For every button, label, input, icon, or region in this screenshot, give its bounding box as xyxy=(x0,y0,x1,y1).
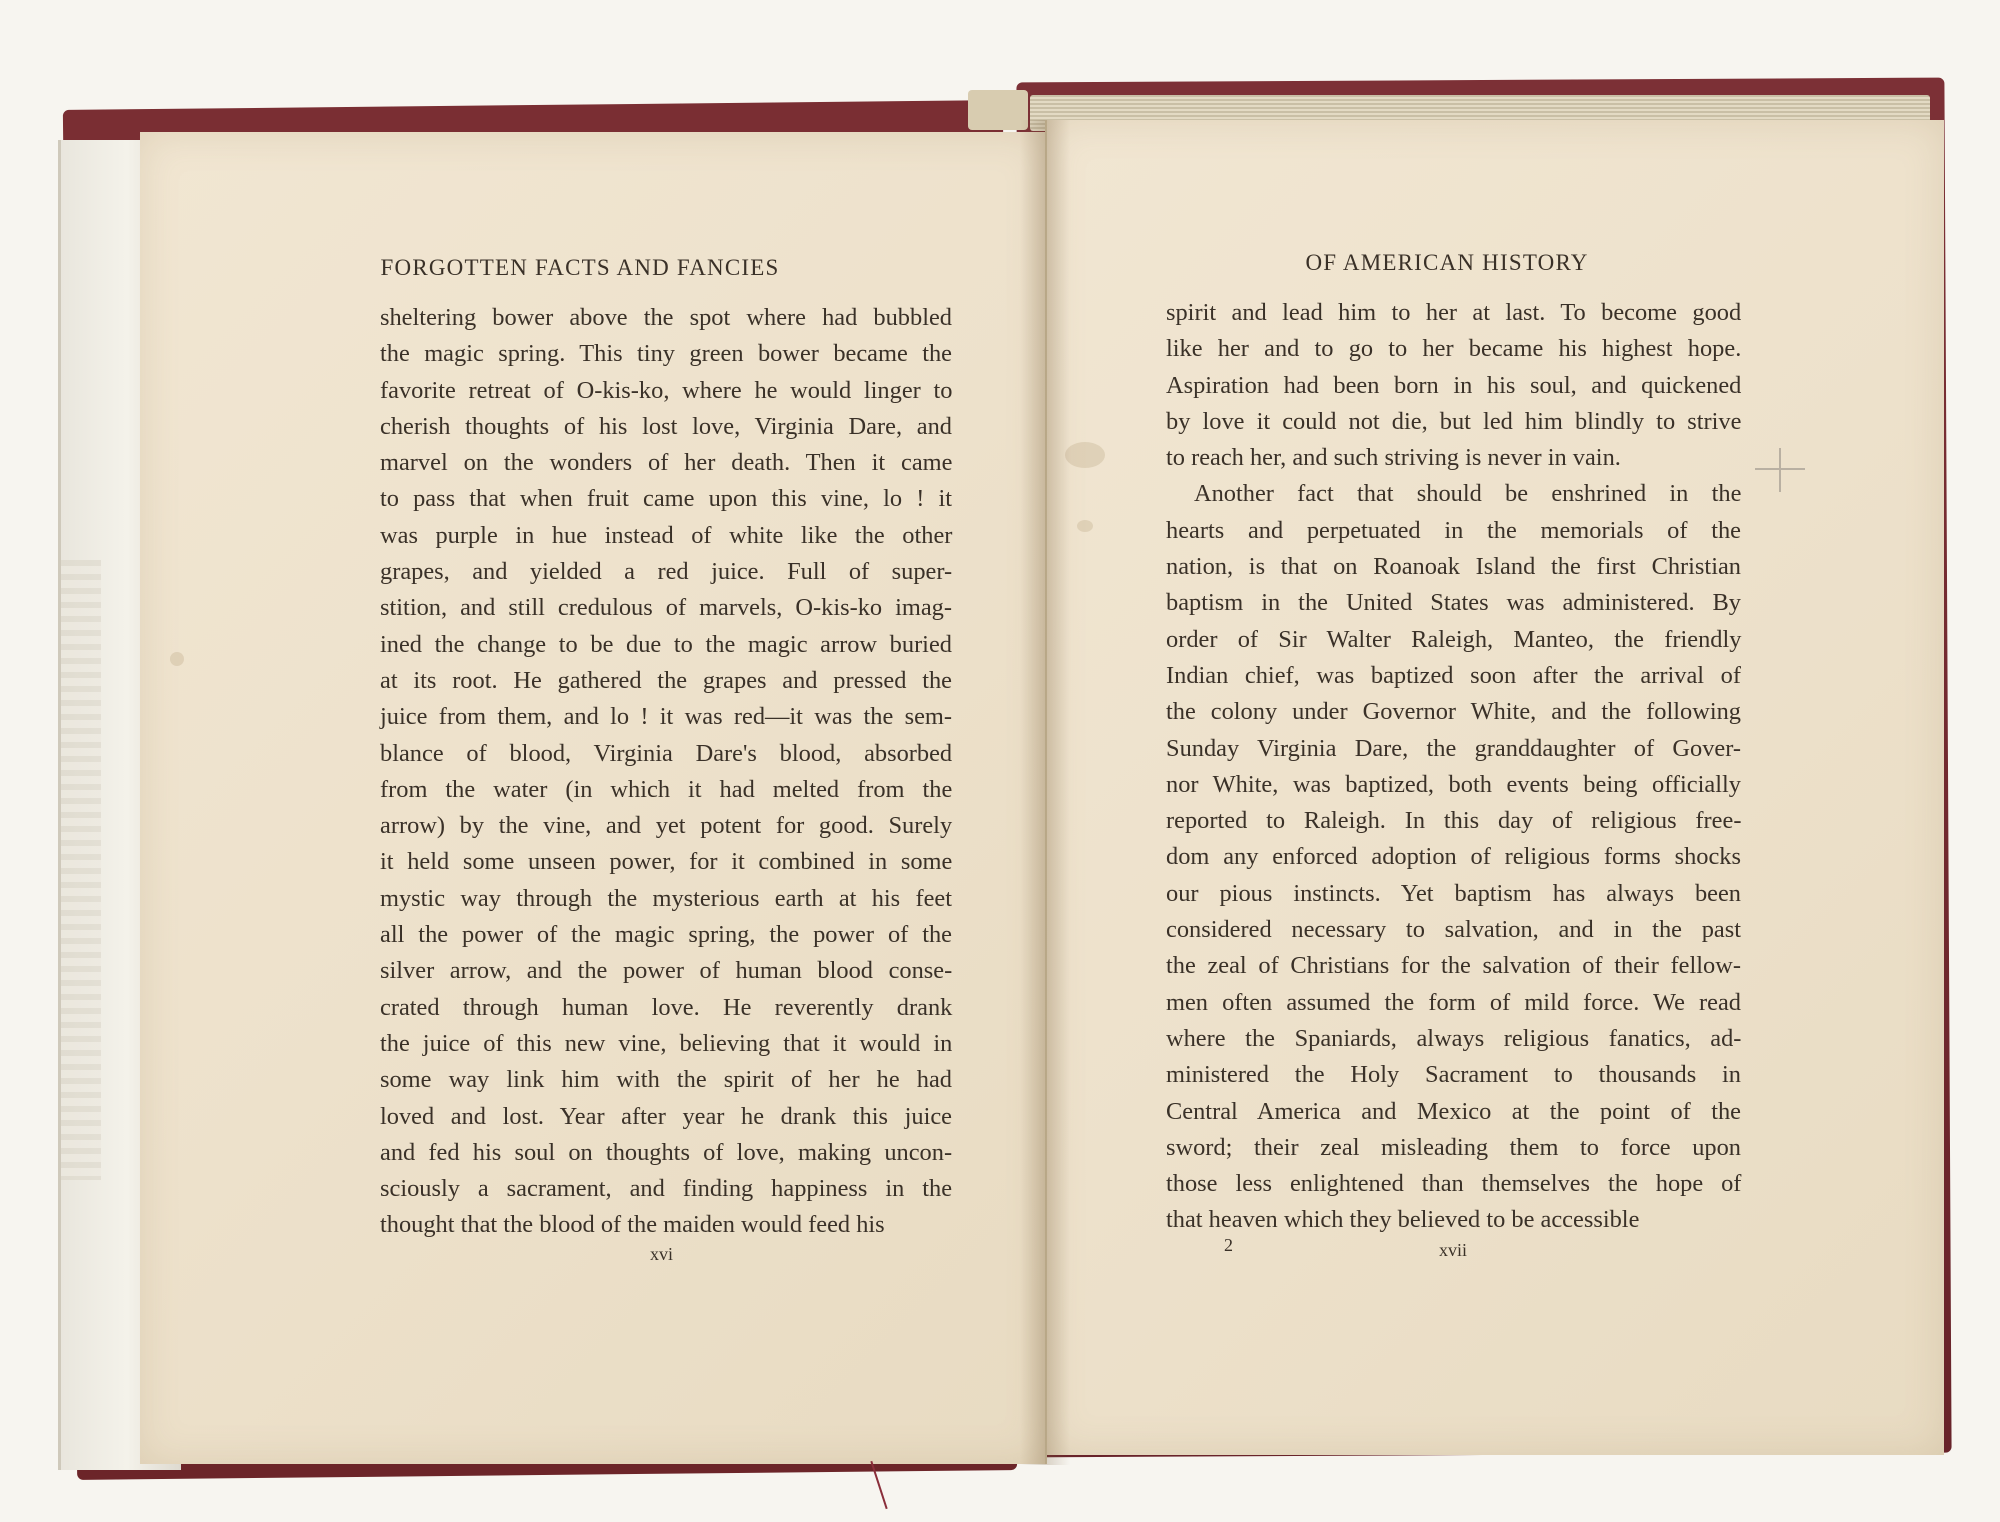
text-line: mystic way through the mysterious earth at his feet xyxy=(380,884,952,912)
text-line: loved and lost. Year after year he drank this juice xyxy=(380,1102,952,1130)
text-line: silver arrow, and the power of human blood conse- xyxy=(380,957,953,985)
text-line: ined the change to be due to the magic arrow buried xyxy=(380,630,952,658)
text-line: to reach her, and such striving is never in vain. xyxy=(1166,444,1621,472)
left-running-head: FORGOTTEN FACTS AND FANCIES xyxy=(380,255,780,280)
spine-headband xyxy=(968,90,1028,130)
text-line: thought that the blood of the maiden would feed his xyxy=(380,1211,885,1239)
signature-mark: 2 xyxy=(1224,1235,1233,1255)
text-line: spirit and lead him to her at last. To become good xyxy=(1166,299,1742,326)
text-line: Sunday Virginia Dare, the granddaughter of Gover- xyxy=(1166,734,1741,762)
text-line: the zeal of Christians for the salvation of their fellow- xyxy=(1166,952,1741,980)
text-line: nor White, was baptized, both events being officially xyxy=(1166,770,1741,798)
text-line: was purple in hue instead of white like the other xyxy=(380,521,953,549)
text-line: favorite retreat of O-kis-ko, where he would linger to xyxy=(380,376,953,404)
left-folio: xvi xyxy=(650,1244,674,1264)
text-line: and fed his soul on thoughts of love, making uncon- xyxy=(380,1138,953,1166)
right-folio: xvii xyxy=(1439,1240,1468,1260)
text-line: at its root. He gathered the grapes and pressed the xyxy=(380,666,952,694)
text-line: stition, and still credulous of marvels, O-kis-ko imag- xyxy=(380,594,952,622)
text-line: sword; their zeal misleading them to force upon xyxy=(1166,1133,1741,1161)
text-line: Central America and Mexico at the point of the xyxy=(1166,1097,1741,1125)
paper-stain xyxy=(1065,442,1105,468)
text-line: sheltering bower above the spot where had bubbled xyxy=(380,304,952,331)
text-line: marvel on the wonders of her death. Then it came xyxy=(380,449,953,477)
text-line: blance of blood, Virginia Dare's blood, absorbed xyxy=(380,739,953,767)
right-text-block xyxy=(1166,295,1741,1239)
paper-stain xyxy=(170,652,184,666)
text-line: ministered the Holy Sacrament to thousands in xyxy=(1166,1061,1741,1089)
text-line: the colony under Governor White, and the following xyxy=(1166,698,1741,726)
text-line: reported to Raleigh. In this day of religious free- xyxy=(1166,807,1742,835)
text-line: baptism in the United States was administered. By xyxy=(1166,589,1741,617)
gutter-shadow xyxy=(1020,120,1070,1465)
text-line: to pass that when fruit came upon this vine, lo ! it xyxy=(380,485,952,513)
text-line: that heaven which they believed to be accessible xyxy=(1166,1206,1640,1234)
text-line: grapes, and yielded a red juice. Full of super- xyxy=(380,558,953,586)
left-page xyxy=(140,132,1047,1464)
text-line: Another fact that should be enshrined in the xyxy=(1194,480,1742,508)
text-line: like her and to go to her became his highest hope. xyxy=(1166,335,1742,363)
pencil-cross-mark xyxy=(1755,448,1805,492)
right-running-head: OF AMERICAN HISTORY xyxy=(1305,250,1589,275)
text-line: men often assumed the form of mild force. We read xyxy=(1166,988,1741,1016)
text-line: dom any enforced adoption of religious forms shocks xyxy=(1166,843,1741,871)
text-line: from the water (in which it had melted from the xyxy=(380,775,953,803)
text-line: arrow) by the vine, and yet potent for good. Surely xyxy=(380,812,953,840)
text-line: order of Sir Walter Raleigh, Manteo, the friendly xyxy=(1166,625,1742,653)
text-line: the magic spring. This tiny green bower became the xyxy=(380,340,952,368)
text-line: juice from them, and lo ! it was red—it was the sem- xyxy=(380,703,952,731)
text-line: all the power of the magic spring, the power of the xyxy=(380,921,952,949)
text-line: hearts and perpetuated in the memorials of the xyxy=(1166,516,1741,544)
text-line: Indian chief, was baptized soon after the arrival of xyxy=(1166,661,1741,689)
text-line: the juice of this new vine, believing that it would in xyxy=(380,1029,953,1057)
paper-stain xyxy=(1077,520,1093,532)
text-line: sciously a sacrament, and finding happiness in the xyxy=(380,1175,953,1203)
text-line: some way link him with the spirit of her he had xyxy=(380,1066,952,1094)
text-line: by love it could not die, but led him blindly to strive xyxy=(1166,407,1742,435)
text-line: those less enlightened than themselves the hope of xyxy=(1166,1170,1742,1198)
text-line: our pious instincts. Yet baptism has always been xyxy=(1166,879,1741,907)
text-line: cherish thoughts of his lost love, Virginia Dare, and xyxy=(380,412,952,440)
text-line: considered necessary to salvation, and in the past xyxy=(1166,916,1741,944)
text-line: crated through human love. He reverently drank xyxy=(380,993,953,1021)
left-text-block xyxy=(380,300,952,1244)
text-line: where the Spaniards, always religious fanatics, ad- xyxy=(1166,1024,1742,1052)
text-line: nation, is that on Roanoak Island the first Christian xyxy=(1166,553,1741,581)
text-line: it held some unseen power, for it combined in some xyxy=(380,848,953,876)
right-page xyxy=(1045,120,1944,1455)
text-line: Aspiration had been born in his soul, and quickened xyxy=(1166,371,1742,399)
